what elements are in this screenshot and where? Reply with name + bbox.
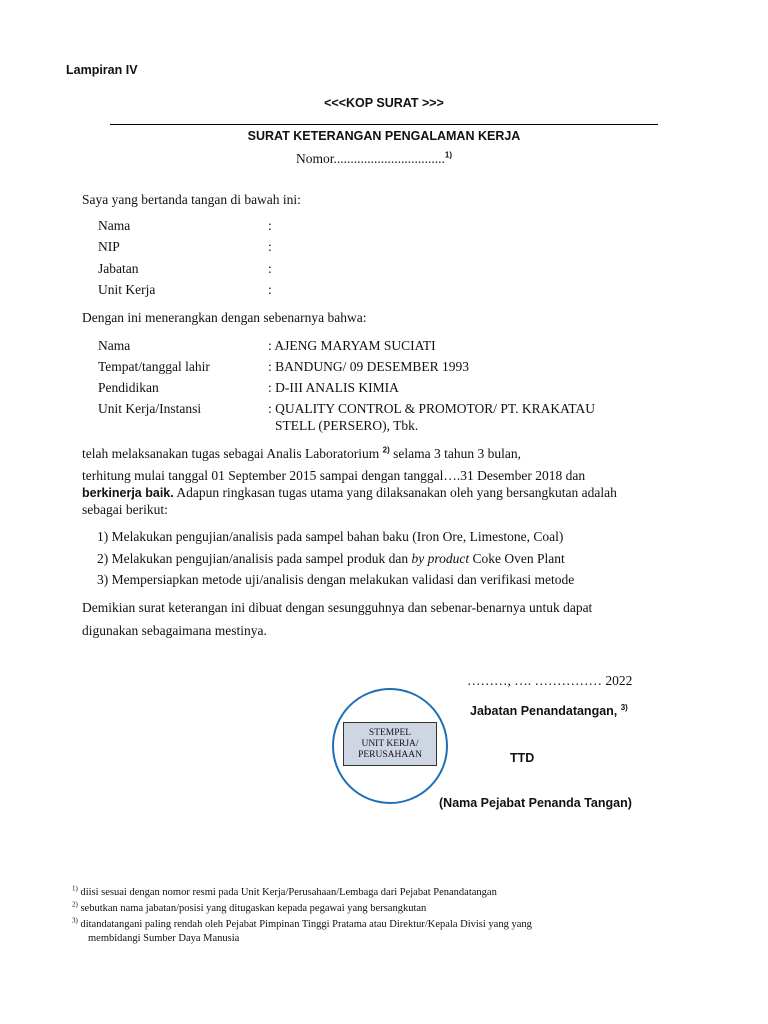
task-text-a: Melakukan pengujian/analisis pada sampel produk dan [111,551,412,566]
employee-value-unit: : QUALITY CONTROL & PROMOTOR/ PT. KRAKATAU [268,401,596,416]
header-rule [110,124,658,125]
footnote-continuation: membidangi Sumber Daya Manusia [88,933,240,944]
signer-label-name: Nama [98,218,131,233]
performance-bold: berkinerja baik. [82,486,174,500]
stamp-line: UNIT KERJA/ [361,738,419,749]
employee-value-unit-cont: STELL (PERSERO), Tbk. [275,418,419,433]
stamp-line: STEMPEL [368,727,412,738]
intro-text: Saya yang bertanda tangan di bawah ini: [82,192,301,207]
place-date-line: ………, …. …………… 2022 [467,673,633,688]
stamp-placeholder [343,722,437,766]
signer-sep-position: : [268,261,272,276]
body-line-1 [82,446,521,462]
signer-label-nip: NIP [98,239,120,254]
employee-value-birth: : BANDUNG/ 09 DESEMBER 1993 [268,359,470,374]
employee-label-education: Pendidikan [98,380,159,395]
task-number: 3) [97,572,109,587]
signer-sep-nip: : [268,239,272,254]
stamp-line: PERUSAHAAN [358,749,422,760]
body-line-3 [82,485,617,501]
document-title: SURAT KETERANGAN PENGALAMAN KERJA [247,129,521,143]
document-number [296,151,452,167]
signature-placeholder: TTD [510,751,535,765]
body-line-4: sebagai berikut: [82,502,168,517]
footnote [72,900,427,914]
employee-value-education: : D-III ANALIS KIMIA [268,380,399,395]
task-item [97,572,574,588]
signer-footnote-ref: 3) [620,702,628,712]
footnote-ref: 3) [72,916,78,925]
task-number: 1) [97,529,109,544]
employee-value-name: : AJENG MARYAM SUCIATI [268,338,436,353]
task-item [97,529,563,545]
official-name: (Nama Pejabat Penanda Tangan) [439,796,632,810]
footnote-text: diisi sesuai dengan nomor resmi pada Unit Kerja/Perusahaan/Lembaga dari Pejabat Penandatangan [80,887,497,898]
signer-label-position: Jabatan [98,261,139,276]
task-number: 2) [97,551,109,566]
footnote-text: ditandatangani paling rendah oleh Pejabat Pimpinan Tinggi Pratama atau Direktur/Kepala Divisi yang yang [80,919,532,930]
number-text: Nomor................................. [296,151,445,166]
statement-text: Dengan ini menerangkan dengan sebenarnya bahwa: [82,310,367,325]
number-footnote-ref: 1) [444,150,453,160]
attachment-label: Lampiran IV [66,63,138,77]
footnote [72,916,532,930]
body-line-2: terhitung mulai tanggal 01 September 2015 sampai dengan tanggal….31 Desember 2018 dan [82,468,586,483]
letterhead-placeholder: <<<KOP SURAT >>> [324,96,444,110]
employee-label-unit: Unit Kerja/Instansi [98,401,202,416]
body-footnote-ref: 2) [382,445,390,455]
signer-position-text: Jabatan Penandatangan, [470,704,621,718]
employee-label-name: Nama [98,338,131,353]
task-text-b: Coke Oven Plant [469,551,565,566]
footnote-ref: 2) [72,900,78,909]
body-line-1a: telah melaksanakan tugas sebagai Analis Laboratorium [82,446,383,461]
task-item [97,551,565,567]
body-line-1b: selama 3 tahun 3 bulan, [389,446,521,461]
employee-label-birth: Tempat/tanggal lahir [98,359,210,374]
signer-label-unit: Unit Kerja [98,282,156,297]
signer-position [470,704,628,718]
signer-sep-unit: : [268,282,272,297]
closing-line-2: digunakan sebagaimana mestinya. [82,623,267,638]
task-text: Mempersiapkan metode uji/analisis dengan melakukan validasi dan verifikasi metode [111,572,575,587]
footnote-ref: 1) [72,884,78,893]
footnote-text: sebutkan nama jabatan/posisi yang ditugaskan kepada pegawai yang bersangkutan [80,903,427,914]
closing-line-1: Demikian surat keterangan ini dibuat dengan sesungguhnya dan sebenar-benarnya untuk dapat [82,600,593,615]
task-text: Melakukan pengujian/analisis pada sampel bahan baku (Iron Ore, Limestone, Coal) [111,529,564,544]
footnote [72,884,497,898]
body-line-3-rest: Adapun ringkasan tugas utama yang dilaksanakan oleh yang bersangkutan adalah [173,485,617,500]
task-text-italic: by product [411,551,470,566]
signer-sep-name: : [268,218,272,233]
